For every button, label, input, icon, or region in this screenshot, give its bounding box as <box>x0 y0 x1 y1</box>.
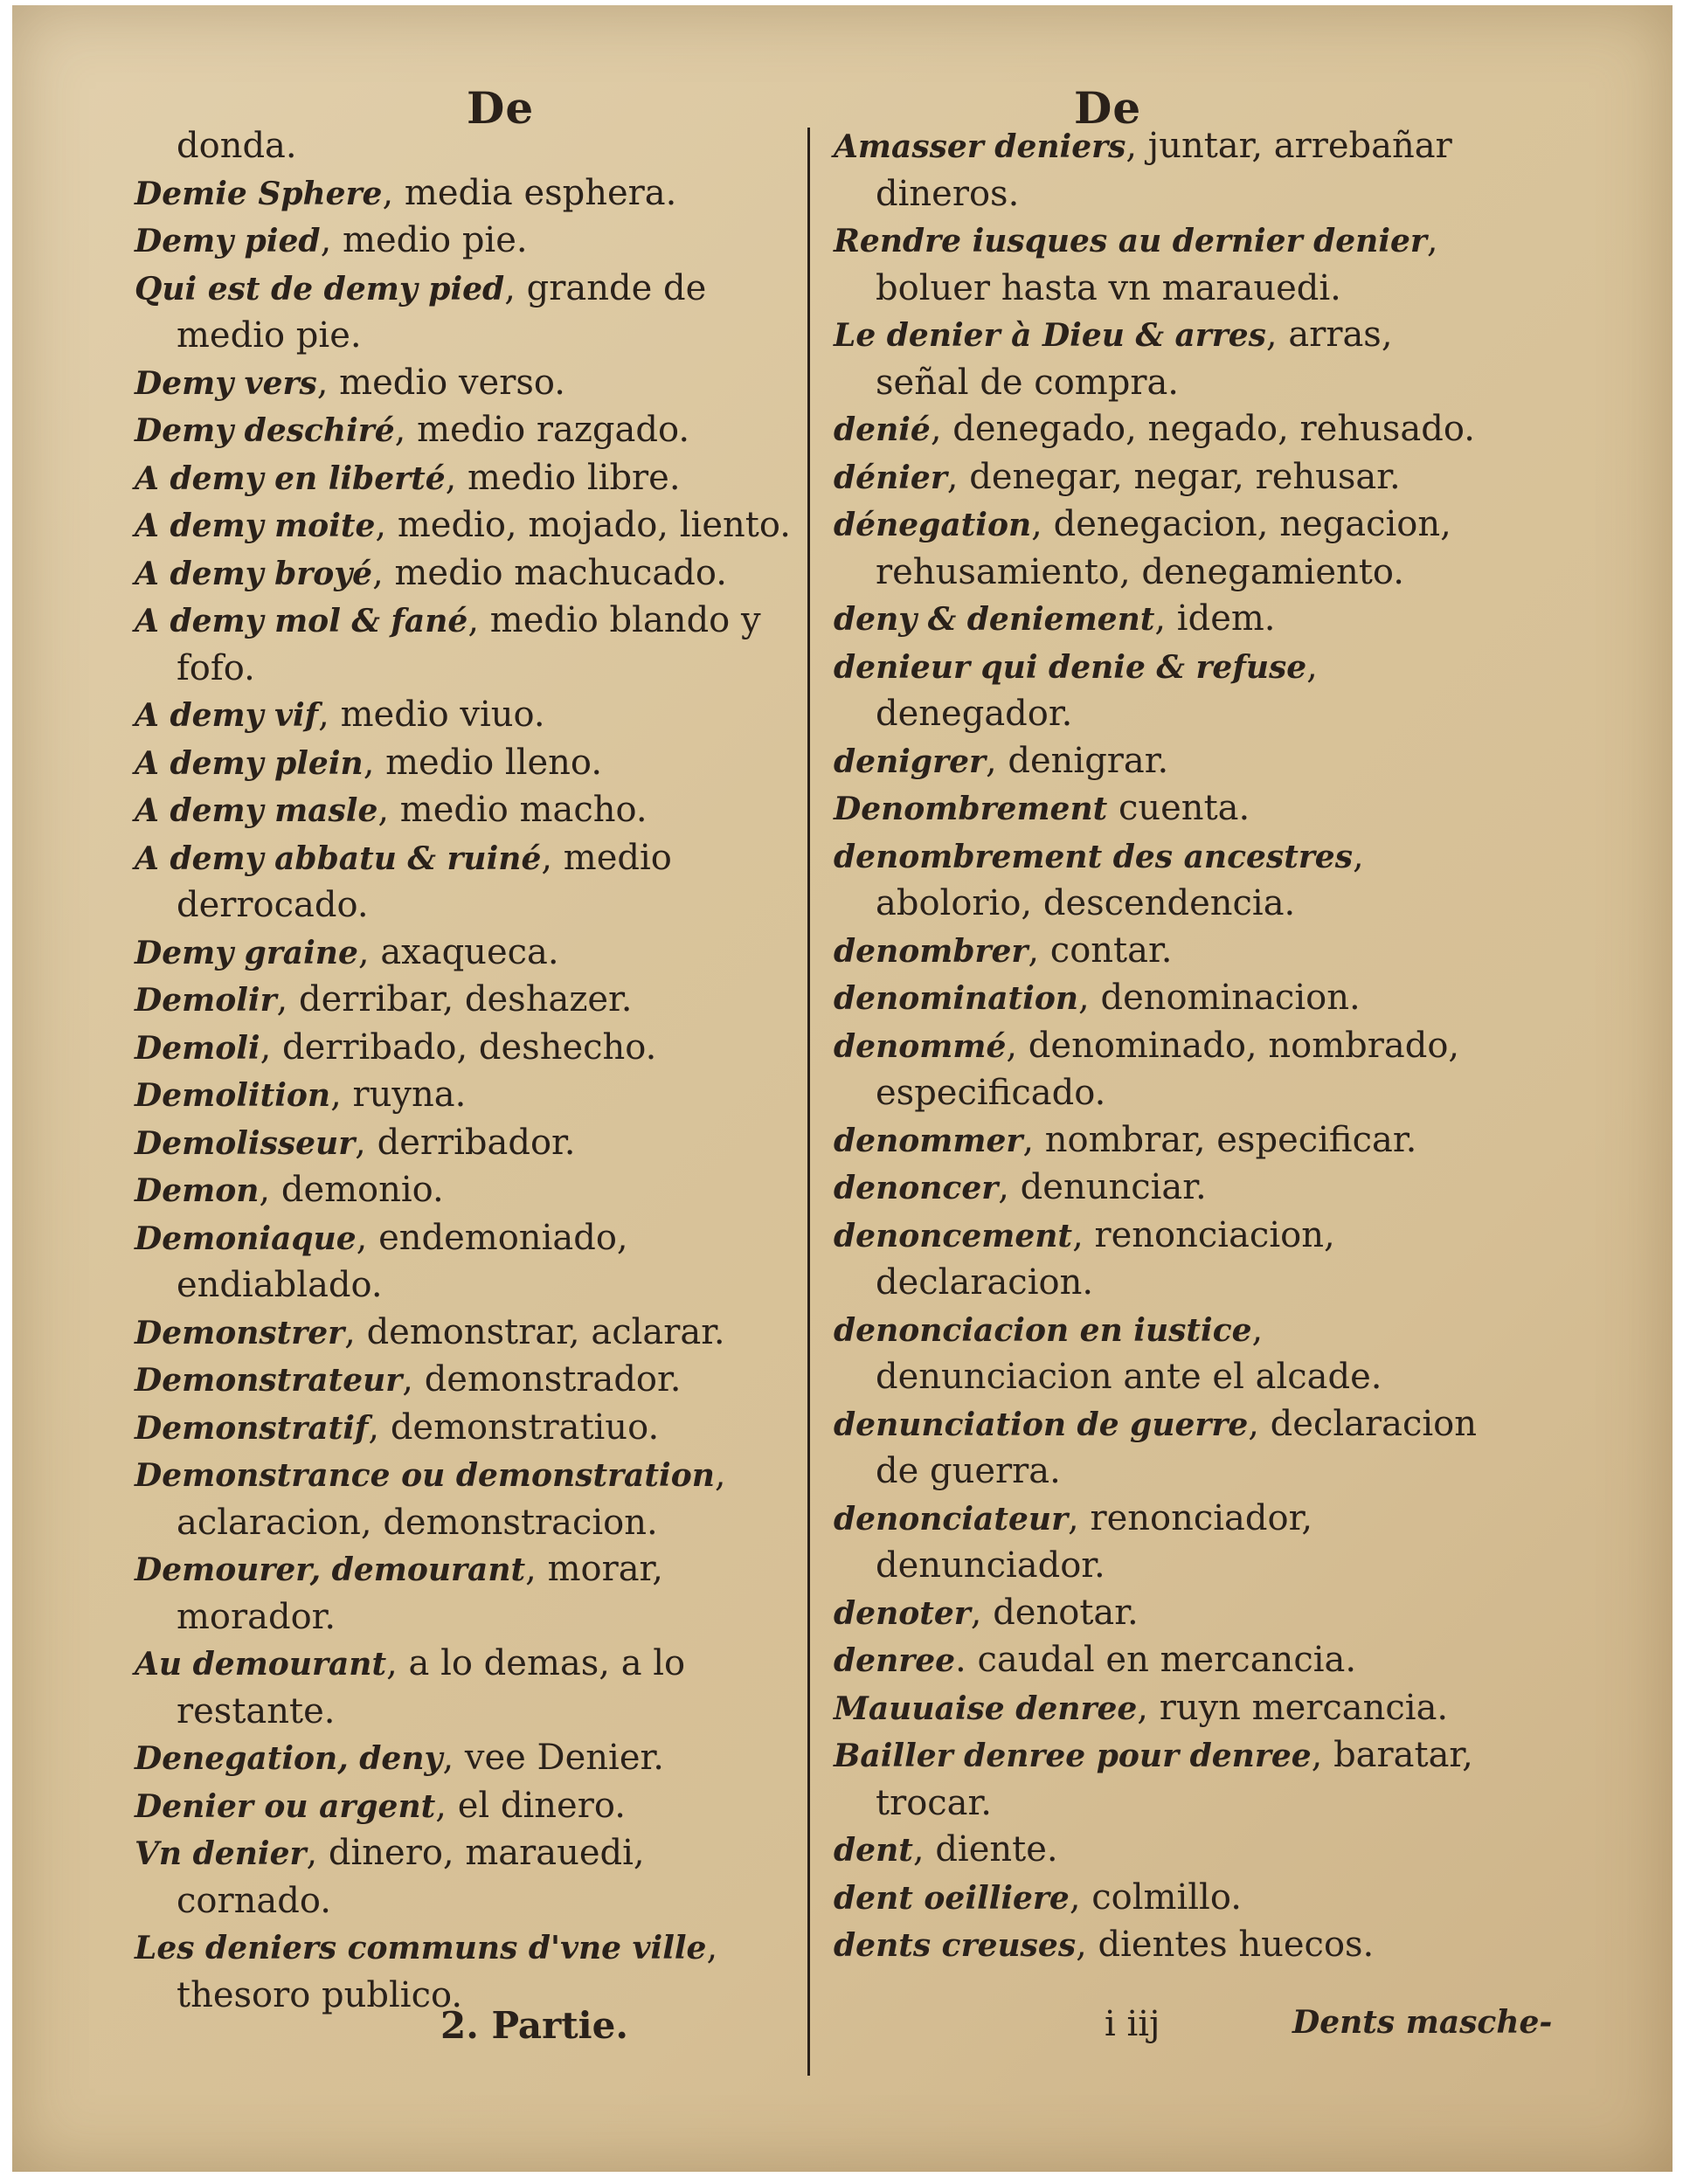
entry-translation: , derribador. <box>355 1122 576 1163</box>
entry-translation: , medio machucado. <box>372 552 727 593</box>
dictionary-entry <box>834 1165 1485 1213</box>
entry-translation: , boluer hasta vn marauedi. <box>876 220 1438 308</box>
entry-headword: Demoli <box>135 1029 260 1067</box>
dictionary-entry <box>135 266 799 360</box>
entry-headword: denigrer <box>834 743 986 780</box>
dictionary-entry <box>135 502 799 550</box>
entry-translation: , denegador. <box>876 646 1318 734</box>
entry-translation: , media esphera. <box>382 172 677 213</box>
right-column <box>834 123 1485 1970</box>
entry-headword: denoncer <box>834 1170 999 1206</box>
dictionary-entry <box>135 455 799 503</box>
entry-translation: , denominado, nombrado, especificado. <box>876 1025 1460 1113</box>
dictionary-entry <box>135 550 799 598</box>
entry-translation: , denigrar. <box>985 740 1169 781</box>
entry-translation: , medio pie. <box>320 220 528 260</box>
entry-headword: Au demourant <box>135 1646 387 1683</box>
catchword: Dents masche- <box>1292 2004 1553 2041</box>
entry-headword: Mauuaise denree <box>834 1690 1138 1727</box>
entry-translation: , medio blando y fofo. <box>177 600 761 688</box>
entry-headword: A demy moite <box>135 508 376 544</box>
dictionary-entry <box>834 1023 1485 1117</box>
entry-translation: , endemoniado, endiablado. <box>177 1217 628 1305</box>
entry-translation: . caudal en mercancia. <box>955 1640 1357 1680</box>
entry-translation: , denunciar. <box>998 1167 1207 1207</box>
entry-translation: , vee Denier. <box>442 1738 664 1778</box>
entry-headword: Demonstratif <box>135 1409 369 1447</box>
dictionary-entry <box>834 738 1485 786</box>
dictionary-entry <box>834 1827 1485 1875</box>
dictionary-entry <box>135 835 799 930</box>
entry-translation: , derribado, deshecho. <box>260 1026 657 1068</box>
entry-headword: denunciation de guerre <box>834 1406 1249 1443</box>
entry-translation: , thesoro publico. <box>177 1927 718 2015</box>
dictionary-entry <box>834 1875 1485 1923</box>
entry-headword: Demy graine <box>135 934 358 971</box>
dictionary-entry <box>834 1685 1485 1733</box>
dictionary-entry <box>135 1215 799 1310</box>
entry-translation: , renonciador, denunciador. <box>876 1497 1313 1586</box>
dictionary-entry <box>834 406 1485 454</box>
entry-headword: denombrement des ancestres <box>834 838 1353 875</box>
dictionary-entry <box>834 1637 1485 1685</box>
entry-headword: denonciateur <box>834 1500 1069 1538</box>
dictionary-entry <box>135 740 799 788</box>
dictionary-entry <box>135 123 799 170</box>
entry-translation: , medio viuo. <box>318 695 545 735</box>
entry-headword: denonciacion en iustice <box>834 1311 1252 1349</box>
entry-translation: , demonstrar, aclarar. <box>344 1311 725 1352</box>
entry-headword: denoncement <box>834 1217 1073 1254</box>
dictionary-entry <box>135 1025 799 1073</box>
entry-translation: , ruyna. <box>330 1075 467 1115</box>
entry-translation: , nombrar, especificar. <box>1022 1119 1417 1160</box>
entry-headword: denieur qui denie & refuse <box>834 648 1307 686</box>
right-running-head: De <box>1074 82 1142 134</box>
entry-translation: , declaracion de guerra. <box>876 1403 1478 1491</box>
entry-headword: Demy pied <box>135 223 321 259</box>
entry-translation: , grande de medio pie. <box>177 267 707 356</box>
entry-headword: Rendre iusques au dernier denier <box>834 223 1427 259</box>
dictionary-entry <box>135 977 799 1025</box>
entry-translation: , colmillo. <box>1069 1876 1242 1918</box>
left-running-head: De <box>467 82 535 134</box>
dictionary-entry <box>135 598 799 692</box>
entry-translation: , derribar, deshazer. <box>276 979 633 1019</box>
dictionary-entry <box>135 407 799 455</box>
entry-translation: , dinero, marauedi, cornado. <box>177 1833 645 1921</box>
dictionary-entry <box>135 1357 799 1405</box>
entry-headword: Demolisseur <box>135 1124 356 1162</box>
entry-headword: Qui est de demy pied <box>135 270 505 308</box>
entry-headword: dénegation <box>834 507 1032 543</box>
dictionary-entry <box>135 930 799 978</box>
entry-translation: , juntar, arrebañar dineros. <box>876 126 1452 214</box>
dictionary-entry <box>834 1117 1485 1165</box>
dictionary-entry <box>135 1167 799 1215</box>
dictionary-entry <box>135 1072 799 1120</box>
entry-translation: , medio lleno. <box>363 742 603 783</box>
entry-headword: Demon <box>135 1172 260 1209</box>
dictionary-entry <box>834 501 1485 596</box>
dictionary-entry <box>135 1641 799 1735</box>
entry-headword: Demonstrance ou demonstration <box>135 1457 715 1494</box>
entry-translation: , demonio. <box>259 1170 444 1210</box>
dictionary-entry <box>834 1496 1485 1590</box>
entry-headword: A demy en liberté <box>135 460 446 497</box>
entry-headword: Demonstrateur <box>135 1362 403 1399</box>
entry-translation: , denegacion, negacion, rehusamiento, denegamiento. <box>876 504 1451 592</box>
entry-translation: , denotar. <box>970 1592 1139 1633</box>
dictionary-entry <box>135 360 799 408</box>
entry-headword: Demie Sphere <box>135 175 383 212</box>
dictionary-entry <box>135 1120 799 1168</box>
part-label: 2. Partie. <box>440 2004 628 2047</box>
entry-headword: dénier <box>834 459 947 496</box>
entry-translation: , demonstrador. <box>402 1359 682 1400</box>
dictionary-entry <box>834 644 1485 738</box>
entry-translation: , el dinero. <box>435 1785 626 1826</box>
dictionary-entry <box>834 312 1485 406</box>
dictionary-entry <box>135 1452 799 1546</box>
entry-headword: Demy vers <box>135 364 317 402</box>
entry-headword: denié <box>834 411 931 448</box>
entry-translation: , idem. <box>1154 598 1276 639</box>
entry-translation: , medio libre. <box>445 457 681 498</box>
entry-translation: , denunciacion ante el alcade. <box>876 1309 1382 1397</box>
entry-headword: denomination <box>834 980 1079 1017</box>
entry-translation: , baratar, trocar. <box>876 1735 1473 1823</box>
dictionary-entry <box>834 1307 1485 1401</box>
entry-headword: Denombrement <box>834 791 1108 827</box>
dictionary-entry <box>135 1405 799 1453</box>
entry-translation: , renonciacion, declaracion. <box>876 1214 1335 1303</box>
entry-translation: , medio derrocado. <box>177 837 672 925</box>
entry-translation: , diente. <box>912 1829 1058 1870</box>
entry-translation: , denominacion. <box>1078 978 1361 1018</box>
dictionary-entry <box>135 170 799 218</box>
entry-translation: , arras, señal de compra. <box>876 314 1393 403</box>
entry-translation: , ruyn mercancia. <box>1137 1687 1449 1728</box>
entry-headword: A demy vif <box>135 697 319 734</box>
dictionary-entry <box>135 1735 799 1783</box>
dictionary-entry <box>834 1922 1485 1970</box>
dictionary-entry <box>834 1401 1485 1496</box>
entry-translation: cuenta. <box>1107 788 1250 828</box>
entry-headword: denree <box>834 1642 956 1679</box>
dictionary-entry <box>834 928 1485 976</box>
dictionary-entry <box>135 787 799 835</box>
dictionary-entry <box>135 1783 799 1831</box>
entry-translation: , a lo demas, a lo restante. <box>177 1643 686 1731</box>
book-page <box>12 5 1673 2172</box>
entry-headword: Denegation, deny <box>135 1740 443 1777</box>
entry-translation: , aclaracion, demonstracion. <box>177 1455 726 1543</box>
dictionary-entry <box>135 1310 799 1358</box>
entry-headword: Demolition <box>135 1077 331 1114</box>
column-divider <box>807 128 810 2076</box>
entry-translation: donda. <box>177 126 297 166</box>
entry-translation: , denegado, negado, rehusado. <box>930 409 1475 449</box>
entry-translation: , medio, mojado, liento. <box>375 505 791 545</box>
entry-headword: A demy masle <box>135 792 378 829</box>
dictionary-entry <box>834 123 1485 218</box>
entry-headword: Le denier à Dieu & arres <box>834 317 1266 354</box>
entry-translation: , contar. <box>1028 930 1173 971</box>
dictionary-entry <box>834 975 1485 1023</box>
entry-translation: , axaqueca. <box>357 931 559 972</box>
dictionary-entry <box>135 1830 799 1925</box>
dictionary-entry <box>135 218 799 266</box>
entry-headword: Amasser deniers <box>834 128 1126 165</box>
entry-translation: , medio razgado. <box>394 410 690 450</box>
entry-headword: dent <box>834 1832 913 1869</box>
dictionary-entry <box>135 692 799 740</box>
entry-headword: denommer <box>834 1122 1023 1159</box>
entry-translation: , abolorio, descendencia. <box>876 835 1364 923</box>
dictionary-entry <box>834 1213 1485 1307</box>
dictionary-entry <box>834 454 1485 502</box>
dictionary-entry <box>834 1590 1485 1638</box>
entry-headword: Demoniaque <box>135 1220 357 1257</box>
entry-headword: denombrer <box>834 932 1028 970</box>
entry-translation: , morar, morador. <box>177 1549 663 1637</box>
left-column <box>135 123 799 2019</box>
entry-headword: Vn denier <box>135 1835 307 1872</box>
entry-headword: Demourer, demourant <box>135 1552 526 1588</box>
entry-translation: , denegar, negar, rehusar. <box>946 456 1401 497</box>
entry-headword: denoter <box>834 1594 971 1632</box>
entry-headword: Demonstrer <box>135 1314 345 1351</box>
dictionary-entry <box>834 218 1485 312</box>
entry-headword: dents creuses <box>834 1927 1077 1964</box>
entry-headword: deny & deniement <box>834 601 1155 638</box>
entry-translation: , demonstratiuo. <box>368 1406 660 1448</box>
entry-headword: Denier ou argent <box>135 1787 436 1825</box>
entry-translation: , medio macho. <box>377 790 648 830</box>
entry-translation: , dientes huecos. <box>1076 1925 1375 1965</box>
entry-headword: denommé <box>834 1027 1007 1065</box>
dictionary-entry <box>834 833 1485 928</box>
signature-mark: i iij <box>1105 2004 1160 2044</box>
dictionary-entry <box>834 596 1485 644</box>
entry-headword: A demy plein <box>135 744 364 782</box>
entry-headword: Bailler denree pour denree <box>834 1738 1312 1774</box>
entry-headword: dent oeilliere <box>834 1879 1070 1917</box>
entry-translation: , medio verso. <box>316 362 565 403</box>
entry-headword: Demy deschiré <box>135 412 395 449</box>
dictionary-entry <box>135 1546 799 1641</box>
entry-headword: A demy abbatu & ruiné <box>135 840 542 877</box>
dictionary-entry <box>834 785 1485 833</box>
dictionary-entry <box>834 1732 1485 1827</box>
entry-headword: Demolir <box>135 982 277 1019</box>
entry-headword: A demy broyé <box>135 555 373 592</box>
entry-headword: A demy mol & fané <box>135 603 468 639</box>
entry-headword: Les deniers communs d'vne ville <box>135 1930 707 1966</box>
